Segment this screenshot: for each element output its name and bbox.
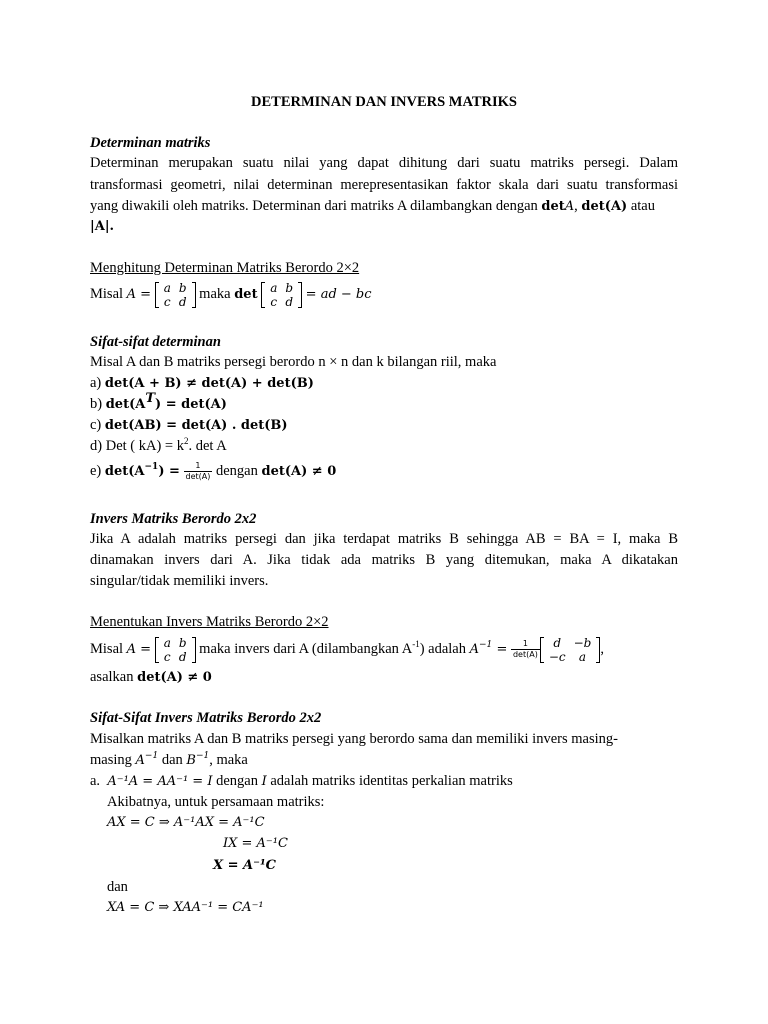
matrix-a	[155, 636, 196, 664]
math-expr	[105, 391, 227, 412]
matrix-cell: d	[178, 294, 187, 309]
inverse-condition	[90, 667, 212, 688]
matrix-cell: −b	[573, 635, 592, 650]
property-c	[90, 415, 288, 436]
math-a-eq: A =	[126, 642, 152, 657]
page-title: DETERMINAN DAN INVERS MATRIKS	[251, 94, 517, 110]
property-e	[90, 458, 336, 485]
text: dengan	[216, 463, 258, 479]
fraction-num: 1	[184, 461, 213, 472]
math-det: det	[234, 287, 258, 302]
expr-part: det(A	[104, 464, 145, 479]
superscript: -1	[412, 639, 420, 649]
equation-2: IX = A⁻¹C	[223, 836, 288, 851]
math-var: A	[564, 199, 575, 214]
math-var: I	[261, 774, 267, 789]
matrix-a	[155, 281, 196, 309]
paragraph-line: Determinan merupakan suatu nilai yang dapat dihitung dari suatu matriks persegi. Dalam	[90, 155, 678, 171]
superscript: −1	[144, 462, 159, 472]
equation-1: AX = C ⇒ A⁻¹AX = A⁻¹C	[107, 815, 265, 830]
math-det: det	[541, 199, 565, 214]
matrix-cell: −c	[548, 649, 566, 664]
math-var	[186, 753, 209, 768]
math-det-paren: det(A)	[581, 199, 628, 214]
text: , maka	[209, 752, 248, 768]
math-inverse	[470, 642, 508, 657]
text: . det A	[188, 438, 227, 454]
text: Det ( kA) = k	[105, 438, 184, 454]
text: ) adalah	[419, 641, 466, 657]
item-label: e)	[90, 463, 102, 479]
paragraph-line: Misalkan matriks A dan B matriks persegi yang berordo sama dan memiliki invers masing-	[90, 731, 618, 747]
fraction-num: 1	[511, 639, 540, 650]
item-label: a.	[90, 773, 101, 789]
superscript: −1	[479, 640, 493, 650]
text: ,	[600, 641, 604, 657]
math-expr: det(A + B) ≠ det(A) + det(B)	[104, 376, 314, 391]
equation-4: XA = C ⇒ XAA⁻¹ = CA⁻¹	[107, 900, 264, 915]
property-b	[90, 391, 227, 415]
paragraph-line: Jika A adalah matriks persegi dan jika terdapat matriks B sehingga AB = BA = I, maka B	[90, 531, 678, 547]
superscript: −1	[195, 751, 210, 761]
expr-part: B	[186, 753, 196, 768]
text: Misal	[90, 641, 124, 657]
matrix-cell: d	[285, 294, 294, 309]
math-cond: det(A) ≠ 0	[261, 464, 337, 479]
superscript: T	[145, 391, 156, 406]
fraction-den: det(A)	[512, 650, 538, 660]
paragraph-line: transformasi geometri, nilai determinan merepresentasikan faktor skala dari suatu transformasi	[90, 177, 678, 193]
paragraph-line: singular/tidak memiliki invers.	[90, 573, 269, 589]
equation-3: X = A⁻¹C	[213, 858, 277, 873]
text: masing	[90, 752, 132, 768]
item-label: b)	[90, 396, 103, 412]
matrix-cell: d	[553, 635, 562, 650]
text: yang diwakili oleh matriks. Determinan dari matriks A dilambangkan dengan	[90, 198, 538, 214]
math-abs: |A|.	[90, 219, 115, 234]
matrix-inverse	[540, 636, 601, 664]
matrix-cell: a	[270, 280, 278, 295]
heading-invers: Invers Matriks Berordo 2x2	[90, 511, 257, 527]
math-result: = ad − bc	[305, 287, 372, 302]
matrix-cell: b	[178, 635, 187, 650]
text: maka	[199, 286, 231, 302]
text: dan	[161, 752, 183, 768]
text: adalah matriks identitas perkalian matriks	[270, 773, 513, 789]
math-cond: det(A) ≠ 0	[137, 670, 212, 685]
math-var	[136, 753, 159, 768]
matrix-cell: c	[270, 294, 278, 309]
matrix-cell: c	[163, 649, 171, 664]
paragraph-line	[90, 750, 248, 771]
fraction	[511, 639, 540, 660]
math-expr: A⁻¹A = AA⁻¹ = I	[107, 774, 213, 789]
heading-menentukan: Menentukan Invers Matriks Berordo 2×2	[90, 614, 329, 630]
matrix-cell: d	[178, 649, 187, 664]
matrix-cell: a	[163, 635, 171, 650]
heading-sifat-determinan: Sifat-sifat determinan	[90, 334, 221, 350]
matrix-cell: b	[285, 280, 294, 295]
expr-part: A	[135, 753, 145, 768]
text: maka invers dari A (dilambangkan A	[199, 641, 413, 657]
text: dengan	[216, 773, 258, 789]
paragraph-line: dinamakan invers dari A. Jika tidak ada matriks B yang ditemukan, maka A dikatakan	[90, 552, 678, 568]
determinant-formula	[90, 277, 372, 312]
math-expr: det(AB) = det(A) . det(B)	[104, 418, 288, 433]
superscript: 2	[183, 436, 189, 446]
consequence-line: Akibatnya, untuk persamaan matriks:	[107, 794, 325, 810]
expr-part: =	[496, 642, 508, 657]
fraction	[184, 461, 213, 482]
property-d	[90, 436, 227, 456]
superscript: −1	[144, 751, 159, 761]
matrix-cell: a	[578, 649, 587, 664]
item-label: c)	[90, 417, 102, 433]
property-a	[90, 771, 513, 792]
matrix-cell: c	[163, 294, 171, 309]
text: atau	[630, 198, 655, 214]
property-a	[90, 373, 314, 394]
heading-menghitung: Menghitung Determinan Matriks Berordo 2×2	[90, 260, 360, 276]
heading-sifat-invers: Sifat-Sifat Invers Matriks Berordo 2x2	[90, 710, 322, 726]
math-expr	[105, 464, 180, 479]
fraction-den: det(A)	[185, 472, 211, 482]
item-label: a)	[90, 375, 102, 391]
expr-part: det(A	[105, 397, 146, 412]
dan-line: dan	[107, 879, 128, 895]
expr-part: A	[469, 642, 480, 657]
math-a-eq: A =	[126, 287, 152, 302]
text: Misal	[90, 286, 124, 302]
inverse-formula	[90, 632, 604, 667]
heading-determinan: Determinan matriks	[90, 135, 211, 151]
expr-part: ) = det(A)	[155, 397, 227, 412]
matrix-a-det	[261, 281, 302, 309]
matrix-cell: b	[178, 280, 187, 295]
item-label: d)	[90, 438, 103, 454]
matrix-cell: a	[163, 280, 171, 295]
intro-line: Misal A dan B matriks persegi berordo n × n dan k bilangan riil, maka	[90, 354, 497, 370]
expr-part: ) =	[158, 464, 180, 479]
text: asalkan	[90, 669, 134, 685]
paragraph-line: yang diwakili oleh matriks. Determinan dari matriks A dilambangkan dengan detA, det(A) atau	[90, 198, 655, 214]
